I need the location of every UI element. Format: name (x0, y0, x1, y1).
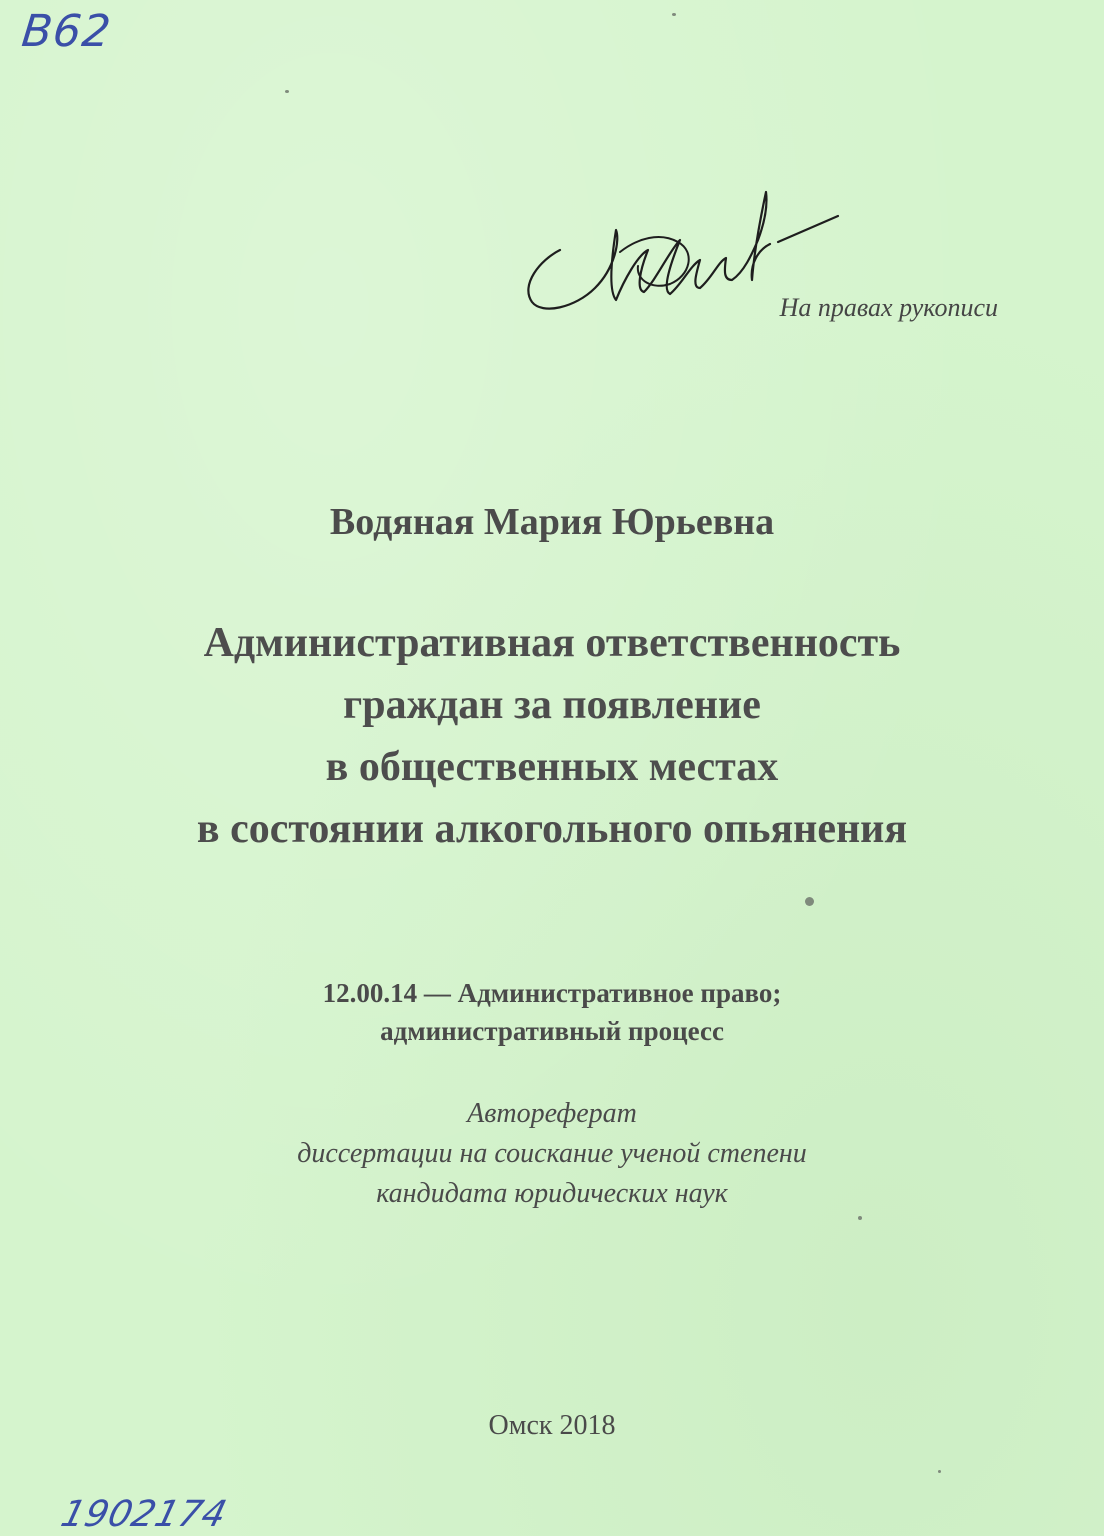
title-line: в состоянии алкогольного опьянения (196, 806, 908, 852)
paper-speck (938, 1470, 941, 1473)
abstract-line: Автореферат (467, 1098, 637, 1129)
specialty-line: 12.00.14 — Административное право; (322, 978, 782, 1008)
paper-speck (805, 897, 814, 906)
title-line: в общественных местах (325, 744, 779, 790)
handwritten-inventory-number: 1902174 (56, 1494, 231, 1535)
dissertation-title (0, 612, 1104, 860)
manuscript-rights-note: На правах рукописи (779, 293, 998, 322)
author-name: Водяная Мария Юрьевна (329, 501, 775, 543)
handwritten-corner-mark: В62 (19, 6, 114, 57)
specialty-line: административный процесс (380, 1016, 724, 1046)
abstract-description (0, 1094, 1104, 1214)
abstract-line: кандидата юридических наук (376, 1178, 728, 1209)
paper-speck (672, 13, 676, 16)
city-year-imprint: Омск 2018 (488, 1410, 616, 1441)
abstract-line: диссертации на соискание ученой степени (297, 1138, 807, 1169)
paper-speck (858, 1216, 862, 1220)
specialty-code (0, 974, 1104, 1050)
title-line: граждан за появление (343, 682, 761, 728)
title-line: Административная ответственность (203, 620, 901, 666)
paper-speck (285, 90, 289, 93)
